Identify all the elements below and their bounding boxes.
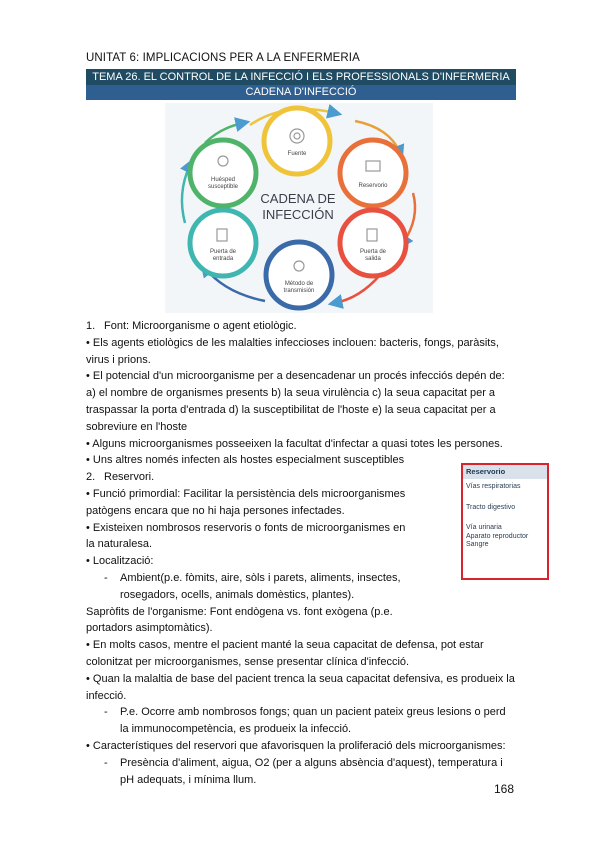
label-fuente: Fuente xyxy=(287,151,307,157)
label-salida-1: Puerta de xyxy=(359,249,387,255)
label-entrada-1: Puerta de xyxy=(209,249,237,255)
section-banner: CADENA D'INFECCIÓ xyxy=(86,85,516,100)
page-number: 168 xyxy=(494,782,515,796)
bullet: • Els agents etiològics de les malalties infeccioses inclouen: bacteris, fongs, paràsits, virus i prions. xyxy=(86,336,499,366)
label-huesped-1: Huésped xyxy=(210,177,236,183)
reservoir-item: Tracto digestivo xyxy=(466,503,516,511)
label-huesped-2: susceptible xyxy=(207,184,239,190)
reservoir-item: Sangre xyxy=(466,541,489,548)
sub-bullet: - Presència d'aliment, aigua, O2 (per a alguns absència d'aquest), temperatura i pH adequats, i mínima llum. xyxy=(104,756,503,786)
node-huesped xyxy=(190,140,256,206)
item-2-heading: 2. Reservori. xyxy=(86,471,155,484)
paragraph: Sapròfits de l'organisme: Font endògena vs. font exògena (p.e. portadors asimptomàtics). xyxy=(86,605,393,635)
node-entrada xyxy=(190,210,256,276)
label-salida-2: salida xyxy=(365,256,381,262)
topic-banner: TEMA 26. EL CONTROL DE LA INFECCIÓ I ELS PROFESSIONALS D'INFERMERIA xyxy=(86,69,516,85)
bullet: • Uns altres només infecten als hostes especialment susceptibles xyxy=(86,454,405,467)
infection-chain-diagram xyxy=(165,103,433,313)
reservoir-sites-box xyxy=(461,463,549,580)
node-reservorio xyxy=(340,140,406,206)
arrow-4 xyxy=(335,275,380,303)
bullet: • Característiques del reservori que afavorisquen la proliferació dels microorganismes: xyxy=(86,739,506,752)
node-salida xyxy=(340,210,406,276)
bullet: • Localització: xyxy=(86,555,154,568)
sub-bullet: - Ambient(p.e. fòmits, aire, sòls i parets, aliments, insectes, rosegadors, ocells, animals domèstics, plantes). xyxy=(104,571,401,601)
bullet: • Alguns microorganismes posseeixen la facultat d'infectar a quasi totes les persones. xyxy=(86,437,503,450)
label-transmision-2: transmisión xyxy=(283,288,315,294)
label-reservorio: Reservorio xyxy=(358,183,388,189)
sub-bullet: - P.e. Ocorre amb nombrosos fongs; quan un pacient pateix greus lesions o perd la immunocompetència, es produeix la infecció. xyxy=(104,706,506,736)
label-entrada-2: entrada xyxy=(212,256,234,262)
body-text xyxy=(86,318,516,788)
chain-svg xyxy=(165,103,433,313)
reservoir-item: Aparato reproductor xyxy=(466,532,529,540)
bullet: • Funció primordial: Facilitar la persistència dels microorganismes patògens encara que no hi haja persones infectades. xyxy=(86,487,406,517)
bullet: • Quan la malaltia de base del pacient trenca la seua capacitat defensiva, es produeix la infecció. xyxy=(86,672,515,702)
reservoir-item: Vía urinaria xyxy=(466,524,502,531)
node-fuente xyxy=(264,108,330,174)
reservoir-box-title: Reservorio xyxy=(463,465,547,479)
center-title-1: CADENA DE xyxy=(260,191,336,206)
center-title-2: INFECCIÓN xyxy=(262,207,334,222)
label-transmision-1: Método de xyxy=(284,281,314,287)
bullet: • El potencial d'un microorganisme per a desencadenar un procés infecciós depén de: a) el nombre de organismes presents b) la seua virulència c) la seua capacitat per a traspassar la porta d'entrada d) la susceptibilitat de l'hoste e) la seua capacitat per a sobreviure en l'hoste xyxy=(86,370,505,433)
bullet: • Existeixen nombrosos reservoris o fonts de microorganismes en la naturalesa. xyxy=(86,521,406,551)
item-1-heading: 1. Font: Microorganisme o agent etiològic. xyxy=(86,320,297,332)
unit-title: UNITAT 6: IMPLICACIONS PER A LA ENFERMERIA xyxy=(86,52,360,64)
node-transmision xyxy=(266,242,332,308)
reservoir-item: Vías respiratorias xyxy=(466,483,521,490)
bullet: • En molts casos, mentre el pacient manté la seua capacitat de defensa, pot estar colonitzat per microorganismes, sense presentar clínica d'infecció. xyxy=(86,639,484,668)
